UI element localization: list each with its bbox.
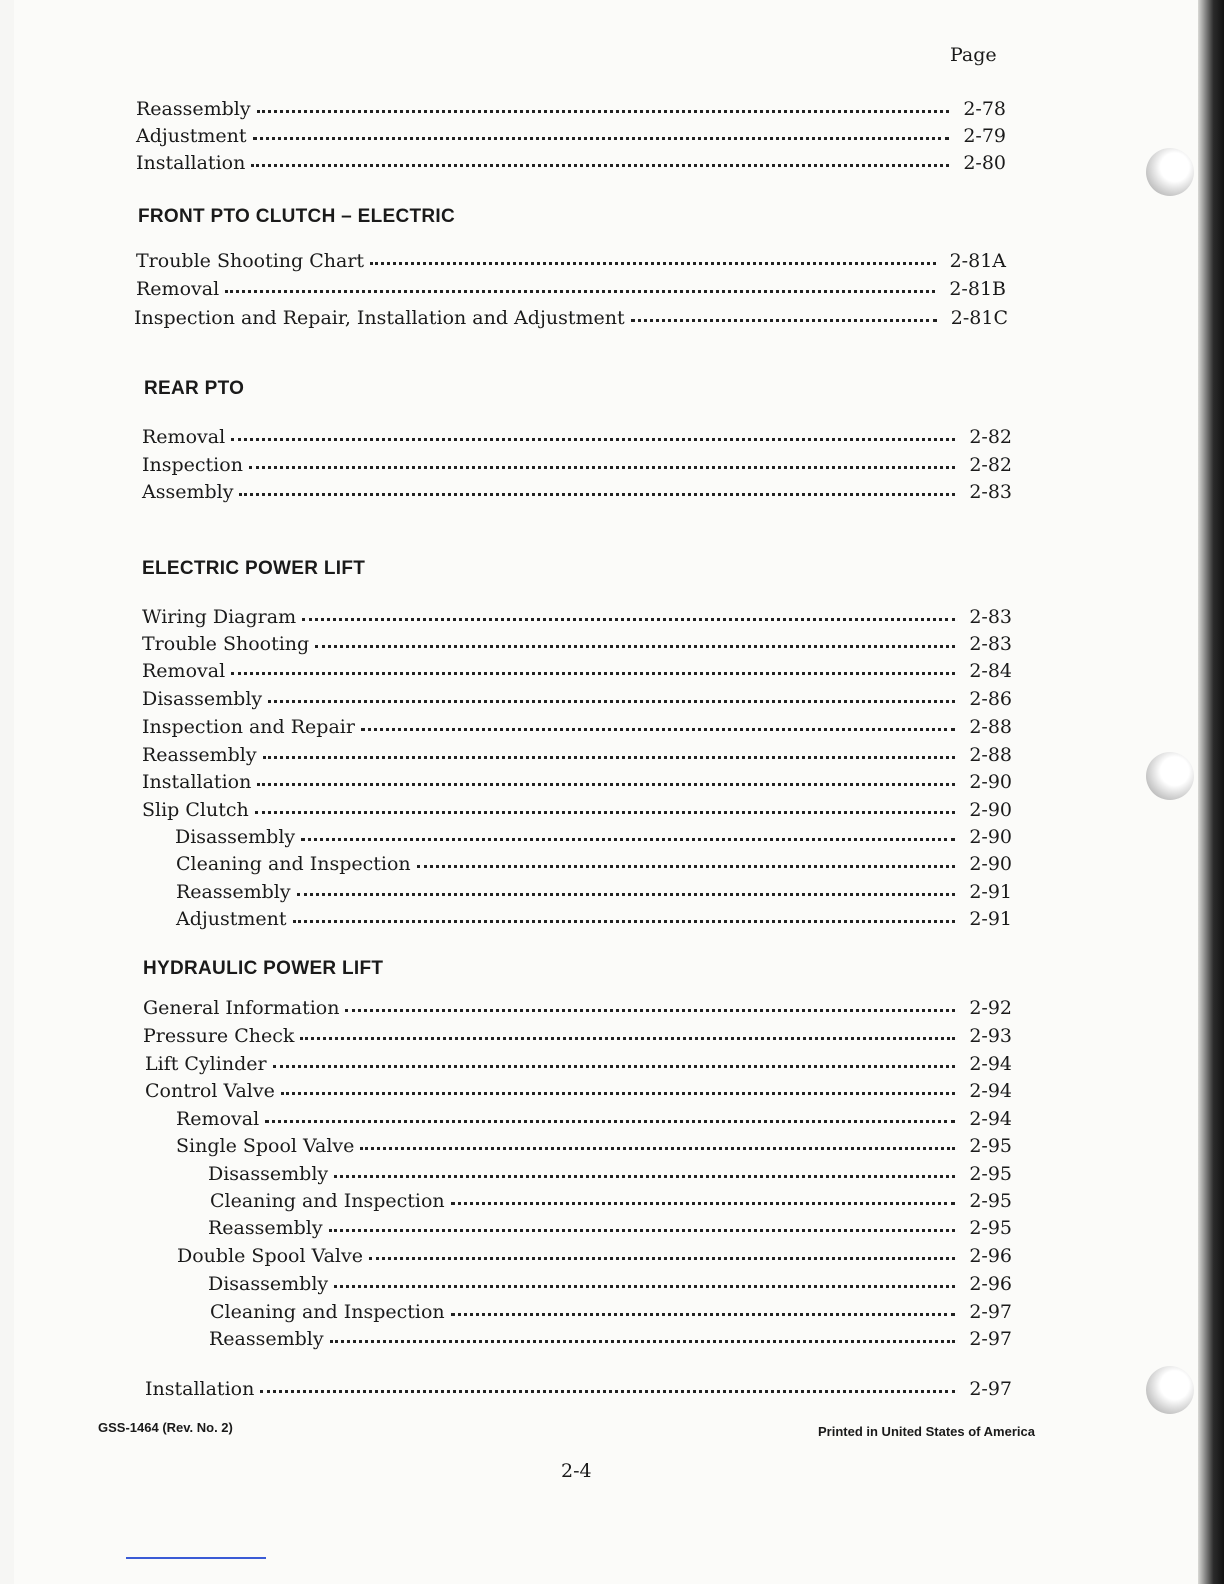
dot-leader: [251, 144, 949, 167]
dot-leader: [231, 652, 955, 675]
dot-leader: [263, 736, 956, 759]
dot-leader: [225, 270, 935, 293]
toc-entry-label: Installation: [136, 152, 246, 174]
toc-entry-label: Installation: [142, 771, 252, 793]
toc-entry[interactable]: [142, 765, 1012, 793]
toc-entry-label: Single Spool Valve: [176, 1135, 355, 1157]
dot-leader: [293, 900, 956, 923]
page-number: 2-4: [561, 1460, 592, 1482]
toc-entry[interactable]: [134, 301, 1008, 329]
dot-leader: [239, 473, 955, 496]
dot-leader: [334, 1155, 955, 1178]
toc-entry-page: 2-79: [963, 125, 1006, 147]
toc-subsubentry[interactable]: [208, 1211, 1012, 1239]
toc-entry-label: Inspection and Repair: [142, 716, 355, 738]
toc-subsubentry[interactable]: [208, 1157, 1012, 1185]
toc-subsubentry[interactable]: [209, 1322, 1012, 1350]
toc-subentry[interactable]: [176, 875, 1012, 903]
toc-entry-page: 2-90: [969, 771, 1012, 793]
dot-leader: [273, 1045, 956, 1068]
toc-entry[interactable]: [142, 654, 1012, 682]
section-heading-front-pto: FRONT PTO CLUTCH – ELECTRIC: [138, 206, 456, 227]
toc-entry-page: 2-95: [969, 1217, 1012, 1239]
page-column-label: Page: [950, 44, 997, 66]
toc-entry-label: Double Spool Valve: [177, 1245, 363, 1267]
toc-subsubentry[interactable]: [208, 1267, 1012, 1295]
toc-entry-label: Removal: [136, 278, 220, 300]
toc-entry-label: Cleaning and Inspection: [210, 1301, 445, 1323]
toc-entry[interactable]: [143, 991, 1012, 1019]
toc-entry[interactable]: [136, 244, 1006, 272]
dot-leader: [281, 1072, 955, 1095]
toc-entry-label: Assembly: [142, 481, 234, 503]
toc-entry-label: Reassembly: [142, 744, 257, 766]
toc-entry-page: 2-90: [969, 799, 1012, 821]
toc-entry-page: 2-80: [963, 152, 1006, 174]
toc-entry-label: General Information: [143, 997, 340, 1019]
dot-leader: [249, 446, 955, 469]
toc-entry-label: Trouble Shooting Chart: [136, 250, 365, 272]
toc-entry-label: Trouble Shooting: [142, 633, 310, 655]
dot-leader: [370, 242, 936, 265]
toc-entry-label: Installation: [145, 1378, 255, 1400]
toc-entry-page: 2-92: [969, 997, 1012, 1019]
dot-leader: [361, 708, 955, 731]
toc-entry[interactable]: [136, 92, 1006, 120]
toc-subentry[interactable]: [176, 847, 1012, 875]
toc-entry-page: 2-84: [969, 660, 1012, 682]
dot-leader: [631, 299, 937, 322]
toc-entry-label: Disassembly: [208, 1163, 329, 1185]
toc-entry-label: Inspection: [142, 454, 243, 476]
toc-entry-label: Reassembly: [176, 881, 291, 903]
dot-leader: [300, 1017, 955, 1040]
toc-entry-page: 2-81B: [949, 278, 1006, 300]
section-heading-electric-power-lift: ELECTRIC POWER LIFT: [142, 558, 366, 579]
dot-leader: [255, 791, 956, 814]
binder-hole: [1146, 1366, 1194, 1414]
toc-entry[interactable]: [142, 420, 1012, 448]
toc-subsubentry[interactable]: [210, 1295, 1012, 1323]
toc-subentry[interactable]: [176, 1129, 1012, 1157]
section-heading-rear-pto: REAR PTO: [144, 378, 245, 399]
toc-subentry[interactable]: [175, 820, 1012, 848]
toc-entry-page: 2-97: [969, 1328, 1012, 1350]
toc-entry-label: Disassembly: [175, 826, 296, 848]
dot-leader: [297, 873, 956, 896]
dot-leader: [417, 845, 956, 868]
toc-entry-page: 2-95: [969, 1135, 1012, 1157]
dot-leader: [260, 1370, 955, 1393]
toc-entry[interactable]: [145, 1047, 1012, 1075]
toc-entry-label: Slip Clutch: [142, 799, 249, 821]
toc-entry[interactable]: [142, 600, 1012, 628]
toc-entry-label: Removal: [142, 426, 226, 448]
dot-leader: [268, 680, 955, 703]
toc-entry-label: Adjustment: [136, 125, 247, 147]
dot-leader: [315, 625, 955, 648]
toc-entry-page: 2-82: [969, 426, 1012, 448]
toc-entry-page: 2-88: [969, 716, 1012, 738]
scan-edge: [1198, 0, 1224, 1584]
toc-entry-page: 2-83: [969, 606, 1012, 628]
toc-entry-page: 2-81C: [950, 307, 1008, 329]
toc-subentry[interactable]: [176, 1102, 1012, 1130]
dot-leader: [253, 117, 950, 140]
toc-entry-page: 2-83: [969, 481, 1012, 503]
toc-entry[interactable]: [136, 272, 1006, 300]
toc-entry[interactable]: [142, 738, 1012, 766]
toc-entry-page: 2-94: [969, 1080, 1012, 1102]
toc-entry-label: Adjustment: [176, 908, 287, 930]
section-heading-hydraulic-power-lift: HYDRAULIC POWER LIFT: [143, 958, 384, 979]
toc-entry-page: 2-95: [969, 1163, 1012, 1185]
dot-leader: [451, 1182, 956, 1205]
toc-entry-label: Pressure Check: [143, 1025, 295, 1047]
toc-entry[interactable]: [142, 710, 1012, 738]
toc-entry-label: Cleaning and Inspection: [176, 853, 411, 875]
toc-entry-page: 2-88: [969, 744, 1012, 766]
dot-leader: [369, 1237, 955, 1260]
toc-entry[interactable]: [142, 793, 1012, 821]
toc-entry-page: 2-91: [969, 881, 1012, 903]
scan-artifact-line: [126, 1557, 266, 1559]
toc-entry-label: Removal: [142, 660, 226, 682]
dot-leader: [231, 418, 955, 441]
toc-entry-label: Reassembly: [208, 1217, 323, 1239]
toc-entry-page: 2-94: [969, 1108, 1012, 1130]
toc-entry-label: Removal: [176, 1108, 260, 1130]
toc-entry[interactable]: [136, 119, 1006, 147]
toc-entry-label: Inspection and Repair, Installation and Adjustment: [134, 307, 625, 329]
dot-leader: [257, 90, 950, 113]
toc-subentry[interactable]: [177, 1239, 1012, 1267]
toc-entry-label: Wiring Diagram: [142, 606, 297, 628]
dot-leader: [301, 818, 955, 841]
toc-entry-page: 2-90: [969, 853, 1012, 875]
toc-entry[interactable]: [145, 1074, 1012, 1102]
dot-leader: [334, 1265, 955, 1288]
toc-entry-page: 2-81A: [949, 250, 1006, 272]
printed-notice: Printed in United States of America: [818, 1424, 1035, 1439]
toc-entry-page: 2-78: [963, 98, 1006, 120]
toc-entry-page: 2-95: [969, 1190, 1012, 1212]
toc-entry-label: Cleaning and Inspection: [210, 1190, 445, 1212]
binder-hole: [1146, 148, 1194, 196]
toc-entry-page: 2-83: [969, 633, 1012, 655]
toc-subentry[interactable]: [176, 902, 1012, 930]
toc-entry-page: 2-96: [969, 1245, 1012, 1267]
toc-entry-page: 2-90: [969, 826, 1012, 848]
toc-entry[interactable]: [142, 682, 1012, 710]
toc-entry-label: Lift Cylinder: [145, 1053, 267, 1075]
toc-entry-label: Control Valve: [145, 1080, 275, 1102]
dot-leader: [257, 763, 955, 786]
toc-entry-page: 2-94: [969, 1053, 1012, 1075]
toc-entry-page: 2-82: [969, 454, 1012, 476]
toc-entry-page: 2-93: [969, 1025, 1012, 1047]
binder-hole: [1146, 752, 1194, 800]
toc-entry-page: 2-86: [969, 688, 1012, 710]
toc-entry-page: 2-96: [969, 1273, 1012, 1295]
toc-entry-label: Disassembly: [142, 688, 263, 710]
toc-entry[interactable]: [142, 627, 1012, 655]
document-id: GSS-1464 (Rev. No. 2): [98, 1420, 233, 1435]
dot-leader: [360, 1127, 955, 1150]
toc-entry[interactable]: [136, 146, 1006, 174]
dot-leader: [265, 1100, 955, 1123]
toc-entry-label: Reassembly: [209, 1328, 324, 1350]
toc-entry-label: Reassembly: [136, 98, 251, 120]
toc-entry-page: 2-97: [969, 1378, 1012, 1400]
toc-entry-page: 2-91: [969, 908, 1012, 930]
toc-entry-label: Disassembly: [208, 1273, 329, 1295]
dot-leader: [302, 598, 955, 621]
toc-entry-page: 2-97: [969, 1301, 1012, 1323]
toc-entry[interactable]: [142, 448, 1012, 476]
dot-leader: [330, 1320, 956, 1343]
dot-leader: [329, 1209, 956, 1232]
toc-entry[interactable]: [143, 1019, 1012, 1047]
dot-leader: [451, 1293, 956, 1316]
toc-subsubentry[interactable]: [210, 1184, 1012, 1212]
toc-entry[interactable]: [142, 475, 1012, 503]
toc-entry[interactable]: [145, 1372, 1012, 1400]
dot-leader: [345, 989, 955, 1012]
